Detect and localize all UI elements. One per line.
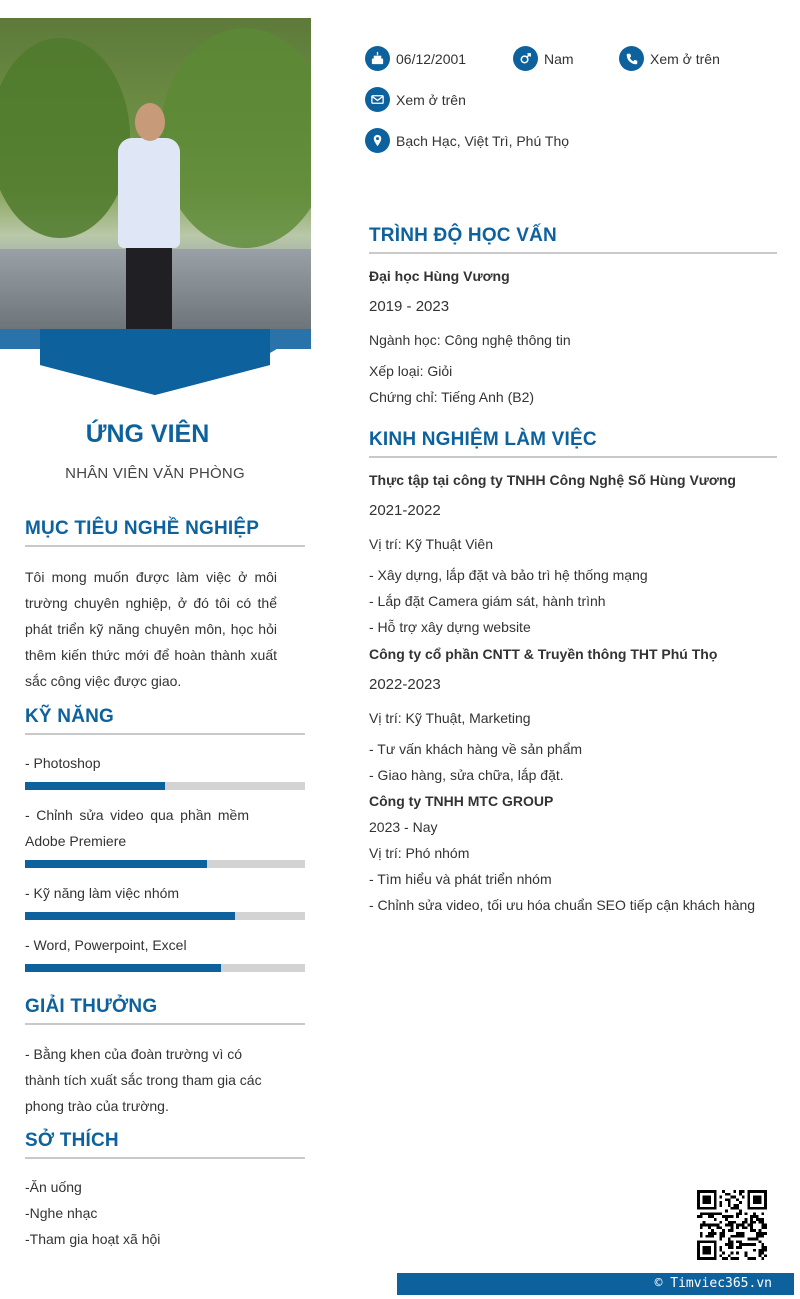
- contact-phone: [619, 46, 720, 71]
- job-task: - Xây dựng, lắp đặt và bảo trì hệ thống mạng: [369, 567, 648, 583]
- job-company: Thực tập tại công ty TNHH Công Nghệ Số Hùng Vương: [369, 472, 736, 488]
- contact-birthday: [365, 46, 466, 71]
- gender-icon: [513, 46, 538, 71]
- photo-banner-arrow: [0, 329, 311, 395]
- job-task: - Tư vấn khách hàng về sản phẩm: [369, 741, 583, 757]
- footer-watermark: © Timviec365.vn: [654, 1276, 772, 1291]
- job-position: Vị trí: Phó nhóm: [369, 845, 470, 861]
- skill-bar: [25, 782, 305, 790]
- contact-email: [365, 87, 466, 112]
- job-company: Công ty cổ phần CNTT & Truyền thông THT Phú Thọ: [369, 646, 718, 662]
- awards-heading: GIẢI THƯỞNG: [25, 996, 158, 1017]
- objective-text: Tôi mong muốn được làm việc ở môi trường chuyên nghiệp, ở đó tôi có thể phát triển kỹ năng chuyên môn, học hỏi thêm kiến thức mới để hoàn thành xuất sắc công việc được giao.: [25, 569, 277, 689]
- education-period: 2019 - 2023: [369, 298, 450, 315]
- hobby-item: -Nghe nhạc: [25, 1205, 98, 1221]
- education-grade: Xếp loại: Giỏi: [369, 363, 453, 379]
- objective-divider: [25, 545, 305, 547]
- contact-address: [365, 128, 569, 153]
- awards-text: - Bằng khen của đoàn trường vì có thành tích xuất sắc trong tham gia các phong trào của trường.: [25, 1046, 262, 1114]
- profile-photo: [0, 18, 311, 329]
- skill-bar-fill: [25, 912, 235, 920]
- birthday-text: 06/12/2001: [396, 50, 467, 67]
- skill-label: - Word, Powerpoint, Excel: [25, 937, 187, 953]
- phone-icon: [619, 46, 644, 71]
- hobbies-heading: SỞ THÍCH: [25, 1130, 119, 1151]
- skill-label: - Photoshop: [25, 755, 101, 771]
- candidate-name: ỨNG VIÊN: [85, 420, 210, 448]
- job-company: Công ty TNHH MTC GROUP: [369, 793, 554, 809]
- experience-divider: [369, 456, 777, 458]
- contact-gender: [513, 46, 574, 71]
- qr-code: [697, 1190, 767, 1260]
- footer-band: [397, 1273, 794, 1295]
- skills-divider: [25, 733, 305, 735]
- skill-bar-fill: [25, 964, 221, 972]
- skill-label: - Kỹ năng làm việc nhóm: [25, 885, 180, 901]
- hobby-item: -Ăn uống: [25, 1179, 82, 1195]
- job-task: - Giao hàng, sửa chữa, lắp đặt.: [369, 767, 564, 783]
- job-period: 2023 - Nay: [369, 819, 438, 835]
- address-text: Bạch Hạc, Việt Trì, Phú Thọ: [396, 132, 570, 149]
- job-task: - Lắp đặt Camera giám sát, hành trình: [369, 593, 606, 609]
- education-major: Ngành học: Công nghệ thông tin: [369, 332, 571, 348]
- skill-bar: [25, 964, 305, 972]
- candidate-title: NHÂN VIÊN VĂN PHÒNG: [65, 465, 245, 482]
- education-certificate: Chứng chỉ: Tiếng Anh (B2): [369, 389, 535, 405]
- email-text: Xem ở trên: [396, 91, 466, 108]
- job-task: - Chỉnh sửa video, tối ưu hóa chuẩn SEO tiếp cận khách hàng: [369, 897, 756, 913]
- education-heading: TRÌNH ĐỘ HỌC VẤN: [369, 225, 557, 246]
- skill-bar-fill: [25, 860, 207, 868]
- skill-label: - Chỉnh sửa video qua phần mềm Adobe Premiere: [25, 807, 249, 849]
- education-school: Đại học Hùng Vương: [369, 268, 510, 284]
- objective-heading: MỤC TIÊU NGHỀ NGHIỆP: [25, 518, 260, 539]
- birthday-cake-icon: [365, 46, 390, 71]
- skills-heading: KỸ NĂNG: [25, 706, 115, 727]
- job-task: - Hỗ trợ xây dựng website: [369, 619, 531, 635]
- experience-heading: KINH NGHIỆM LÀM VIỆC: [369, 429, 597, 450]
- job-position: Vị trí: Kỹ Thuật Viên: [369, 536, 493, 552]
- job-task: - Tìm hiểu và phát triển nhóm: [369, 871, 552, 887]
- skill-bar-fill: [25, 782, 165, 790]
- skill-bar: [25, 860, 305, 868]
- awards-divider: [25, 1023, 305, 1025]
- hobby-item: -Tham gia hoạt xã hội: [25, 1231, 161, 1247]
- job-period: 2021-2022: [369, 502, 441, 519]
- email-icon: [365, 87, 390, 112]
- education-divider: [369, 252, 777, 254]
- map-pin-icon: [365, 128, 390, 153]
- job-position: Vị trí: Kỹ Thuật, Marketing: [369, 710, 531, 726]
- gender-text: Nam: [544, 50, 574, 67]
- skill-bar: [25, 912, 305, 920]
- hobbies-divider: [25, 1157, 305, 1159]
- job-period: 2022-2023: [369, 676, 441, 693]
- phone-text: Xem ở trên: [650, 50, 720, 67]
